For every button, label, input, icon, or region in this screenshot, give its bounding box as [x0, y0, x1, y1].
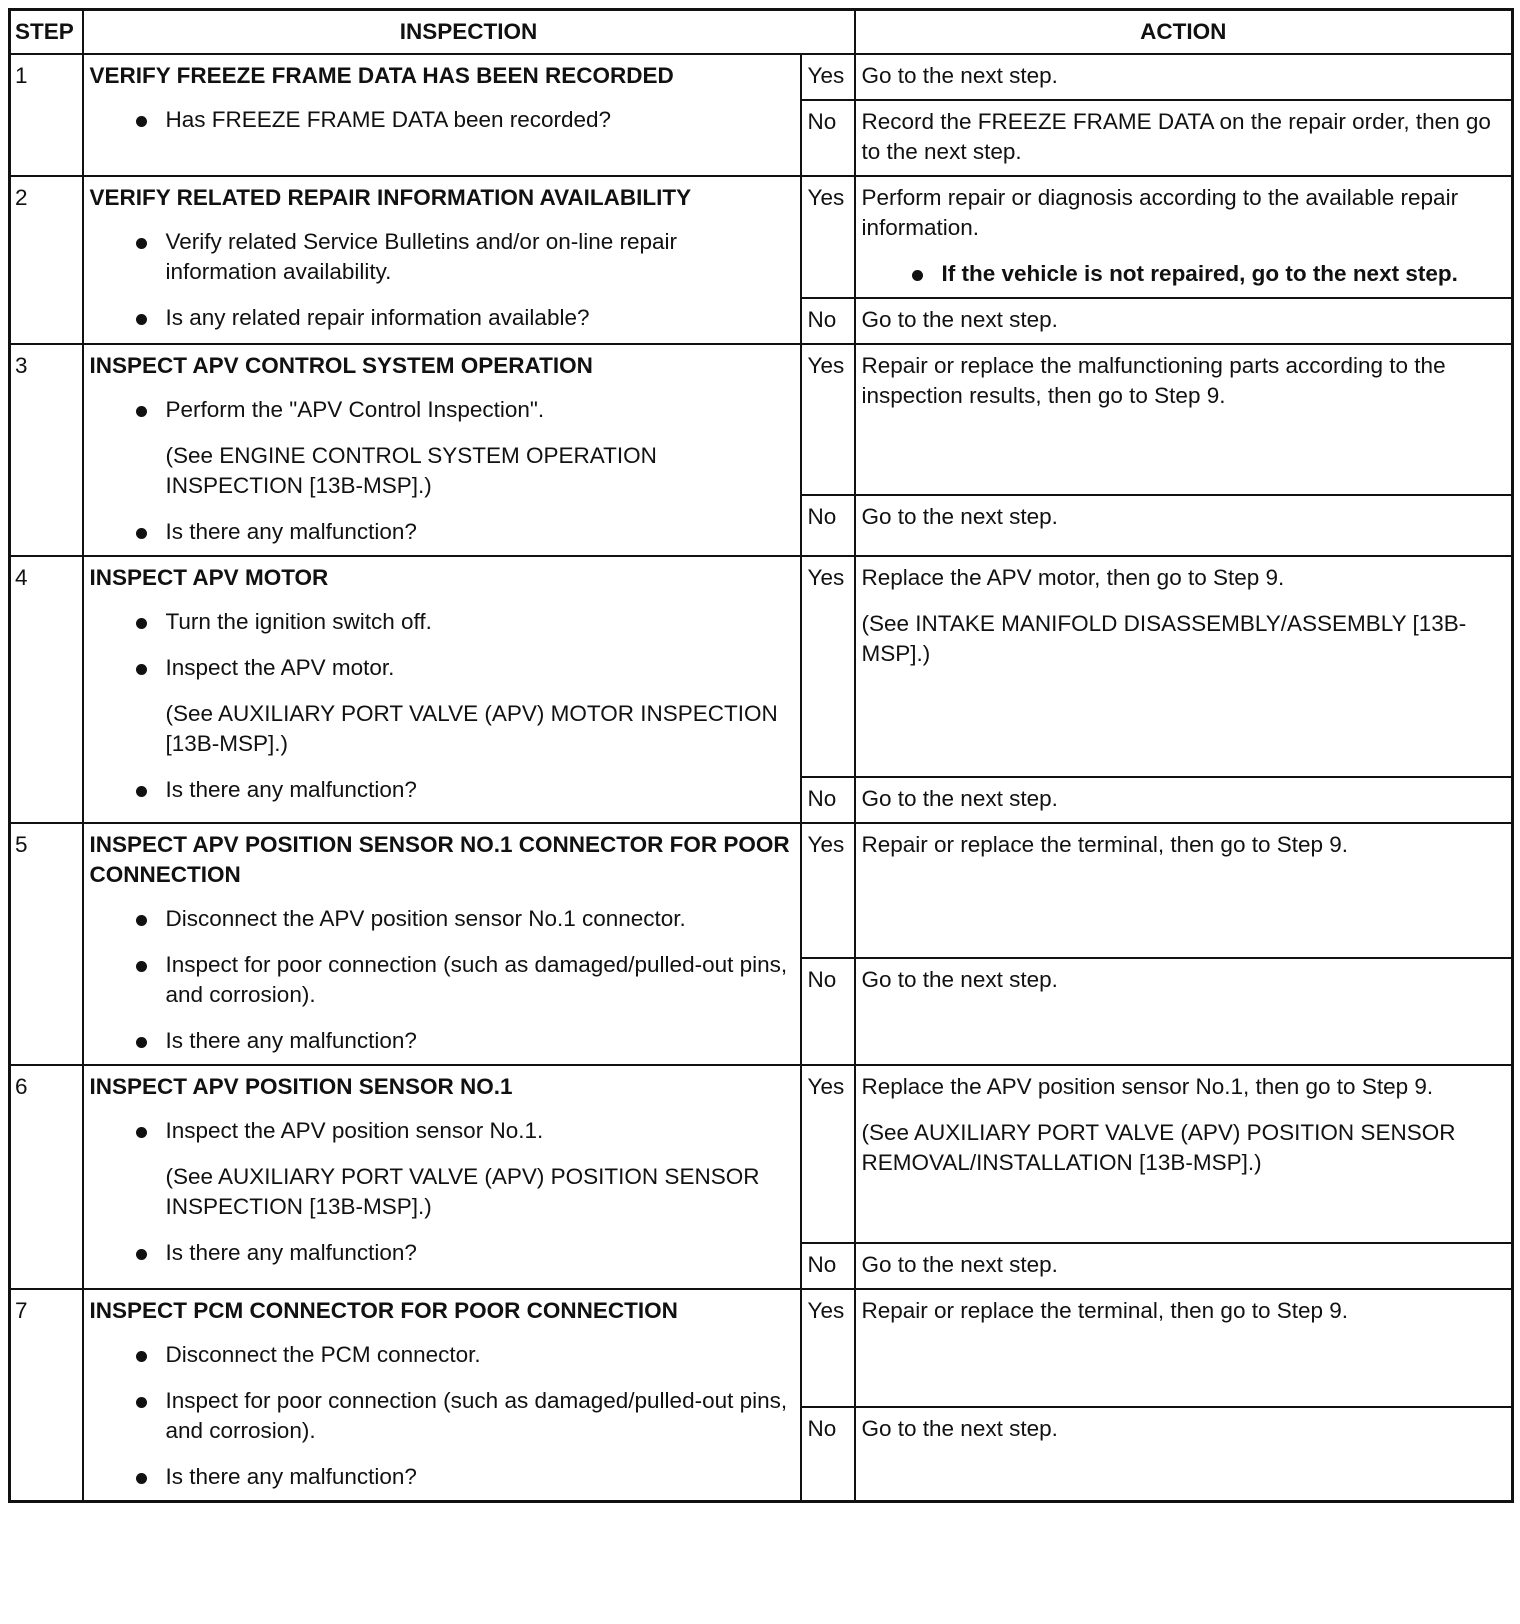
- step-6-yes-row: [10, 1065, 1513, 1243]
- yes-label: Yes: [801, 1289, 855, 1407]
- bullet-icon: [136, 1473, 147, 1484]
- reference-note: (See AUXILIARY PORT VALVE (APV) MOTOR INSPECTION [13B-MSP].): [165, 701, 778, 756]
- bullet-icon: [136, 664, 147, 675]
- step-title: INSPECT APV POSITION SENSOR NO.1: [89, 1074, 513, 1099]
- bullet-icon: [136, 238, 147, 249]
- bullet-item: Is there any malfunction?: [90, 775, 794, 805]
- step-title: VERIFY RELATED REPAIR INFORMATION AVAILABILITY: [89, 185, 692, 210]
- inspection-cell: [83, 556, 801, 823]
- diagnostic-procedure-page: [8, 8, 1511, 1503]
- step-number: 5: [10, 823, 83, 1065]
- inspection-cell: [83, 54, 801, 176]
- reference-note: (See AUXILIARY PORT VALVE (APV) POSITION SENSOR REMOVAL/INSTALLATION [13B-MSP].): [861, 1120, 1456, 1175]
- bullet-item: If the vehicle is not repaired, go to the next step.: [862, 259, 1506, 289]
- yes-action: Repair or replace the terminal, then go to Step 9.: [855, 823, 1513, 958]
- bullet-icon: [136, 786, 147, 797]
- bullet-icon: [912, 270, 923, 281]
- yes-action: Replace the APV motor, then go to Step 9. (See INTAKE MANIFOLD DISASSEMBLY/ASSEMBLY [13B-MSP].): [855, 556, 1513, 777]
- no-action: Go to the next step.: [855, 495, 1513, 556]
- bullet-icon: [136, 116, 147, 127]
- bullet-item: Is there any malfunction?: [90, 517, 794, 547]
- bullet-icon: [136, 961, 147, 972]
- yes-action: Go to the next step.: [855, 54, 1513, 100]
- inspection-cell: [83, 176, 801, 344]
- no-action: Go to the next step.: [855, 958, 1513, 1065]
- bullet-icon: [136, 1037, 147, 1048]
- yes-action: Replace the APV position sensor No.1, then go to Step 9. (See AUXILIARY PORT VALVE (APV) POSITION SENSOR REMOVAL/INSTALLATION [13B-MSP].): [855, 1065, 1513, 1243]
- bullet-item: Inspect the APV motor.: [90, 653, 794, 683]
- yes-label: Yes: [801, 556, 855, 777]
- bullet-icon: [136, 1351, 147, 1362]
- no-label: No: [801, 298, 855, 344]
- diagnostic-table: [8, 8, 1514, 1503]
- bullet-item: Is there any malfunction?: [90, 1238, 794, 1268]
- reference-note: (See INTAKE MANIFOLD DISASSEMBLY/ASSEMBLY [13B-MSP].): [861, 611, 1467, 666]
- bullet-icon: [136, 1127, 147, 1138]
- bullet-item: Turn the ignition switch off.: [90, 607, 794, 637]
- step-2-yes-row: [10, 176, 1513, 298]
- yes-action: Perform repair or diagnosis according to the available repair information. If the vehicle is not repaired, go to the next step.: [855, 176, 1513, 298]
- step-title: INSPECT APV POSITION SENSOR NO.1 CONNECTOR FOR POOR CONNECTION: [89, 832, 790, 887]
- bullet-item: Verify related Service Bulletins and/or on-line repair information availability.: [90, 227, 794, 287]
- no-label: No: [801, 958, 855, 1065]
- step-title: INSPECT APV MOTOR: [89, 565, 329, 590]
- inspection-cell: [83, 344, 801, 556]
- no-label: No: [801, 777, 855, 823]
- no-action: Go to the next step.: [855, 298, 1513, 344]
- step-number: 4: [10, 556, 83, 823]
- no-label: No: [801, 1407, 855, 1502]
- yes-action: Repair or replace the terminal, then go to Step 9.: [855, 1289, 1513, 1407]
- reference-note: (See AUXILIARY PORT VALVE (APV) POSITION SENSOR INSPECTION [13B-MSP].): [165, 1164, 760, 1219]
- header-row: [10, 10, 1513, 55]
- bullet-item: Is there any malfunction?: [90, 1026, 794, 1056]
- step-number: 6: [10, 1065, 83, 1289]
- bullet-item: Inspect the APV position sensor No.1.: [90, 1116, 794, 1146]
- no-label: No: [801, 495, 855, 556]
- step-number: 3: [10, 344, 83, 556]
- bullet-icon: [136, 406, 147, 417]
- bullet-item: Is there any malfunction?: [90, 1462, 794, 1492]
- bullet-item: Disconnect the PCM connector.: [90, 1340, 794, 1370]
- bullet-item: Disconnect the APV position sensor No.1 connector.: [90, 904, 794, 934]
- inspection-cell: [83, 823, 801, 1065]
- yes-label: Yes: [801, 823, 855, 958]
- bullet-item: Perform the "APV Control Inspection".: [90, 395, 794, 425]
- bullet-icon: [136, 1397, 147, 1408]
- step-number: 1: [10, 54, 83, 176]
- step-title: INSPECT APV CONTROL SYSTEM OPERATION: [89, 353, 593, 378]
- no-label: No: [801, 1243, 855, 1289]
- no-action: Go to the next step.: [855, 777, 1513, 823]
- step-7-yes-row: [10, 1289, 1513, 1407]
- inspection-cell: [83, 1065, 801, 1289]
- step-number: 2: [10, 176, 83, 344]
- bullet-icon: [136, 915, 147, 926]
- no-action: Go to the next step.: [855, 1243, 1513, 1289]
- no-label: No: [801, 100, 855, 176]
- bullet-item: Inspect for poor connection (such as damaged/pulled-out pins, and corrosion).: [90, 950, 794, 1010]
- yes-label: Yes: [801, 1065, 855, 1243]
- action-header: ACTION: [855, 10, 1513, 55]
- step-number: 7: [10, 1289, 83, 1502]
- step-title: VERIFY FREEZE FRAME DATA HAS BEEN RECORDED: [89, 63, 674, 88]
- no-action: Go to the next step.: [855, 1407, 1513, 1502]
- bullet-icon: [136, 1249, 147, 1260]
- bullet-icon: [136, 528, 147, 539]
- yes-label: Yes: [801, 54, 855, 100]
- step-title: INSPECT PCM CONNECTOR FOR POOR CONNECTION: [89, 1298, 678, 1323]
- reference-note: (See ENGINE CONTROL SYSTEM OPERATION INSPECTION [13B-MSP].): [165, 443, 657, 498]
- yes-label: Yes: [801, 344, 855, 495]
- step-5-yes-row: [10, 823, 1513, 958]
- inspection-header: INSPECTION: [83, 10, 855, 55]
- step-header: STEP: [10, 10, 83, 55]
- step-3-yes-row: [10, 344, 1513, 495]
- bullet-item: Inspect for poor connection (such as damaged/pulled-out pins, and corrosion).: [90, 1386, 794, 1446]
- inspection-cell: [83, 1289, 801, 1502]
- bullet-item: Is any related repair information available?: [90, 303, 794, 333]
- yes-action: Repair or replace the malfunctioning parts according to the inspection results, then go to Step 9.: [855, 344, 1513, 495]
- bullet-icon: [136, 618, 147, 629]
- yes-label: Yes: [801, 176, 855, 298]
- bullet-icon: [136, 314, 147, 325]
- bullet-item: Has FREEZE FRAME DATA been recorded?: [90, 105, 794, 135]
- no-action: Record the FREEZE FRAME DATA on the repair order, then go to the next step.: [855, 100, 1513, 176]
- step-4-yes-row: [10, 556, 1513, 777]
- step-1-yes-row: [10, 54, 1513, 100]
